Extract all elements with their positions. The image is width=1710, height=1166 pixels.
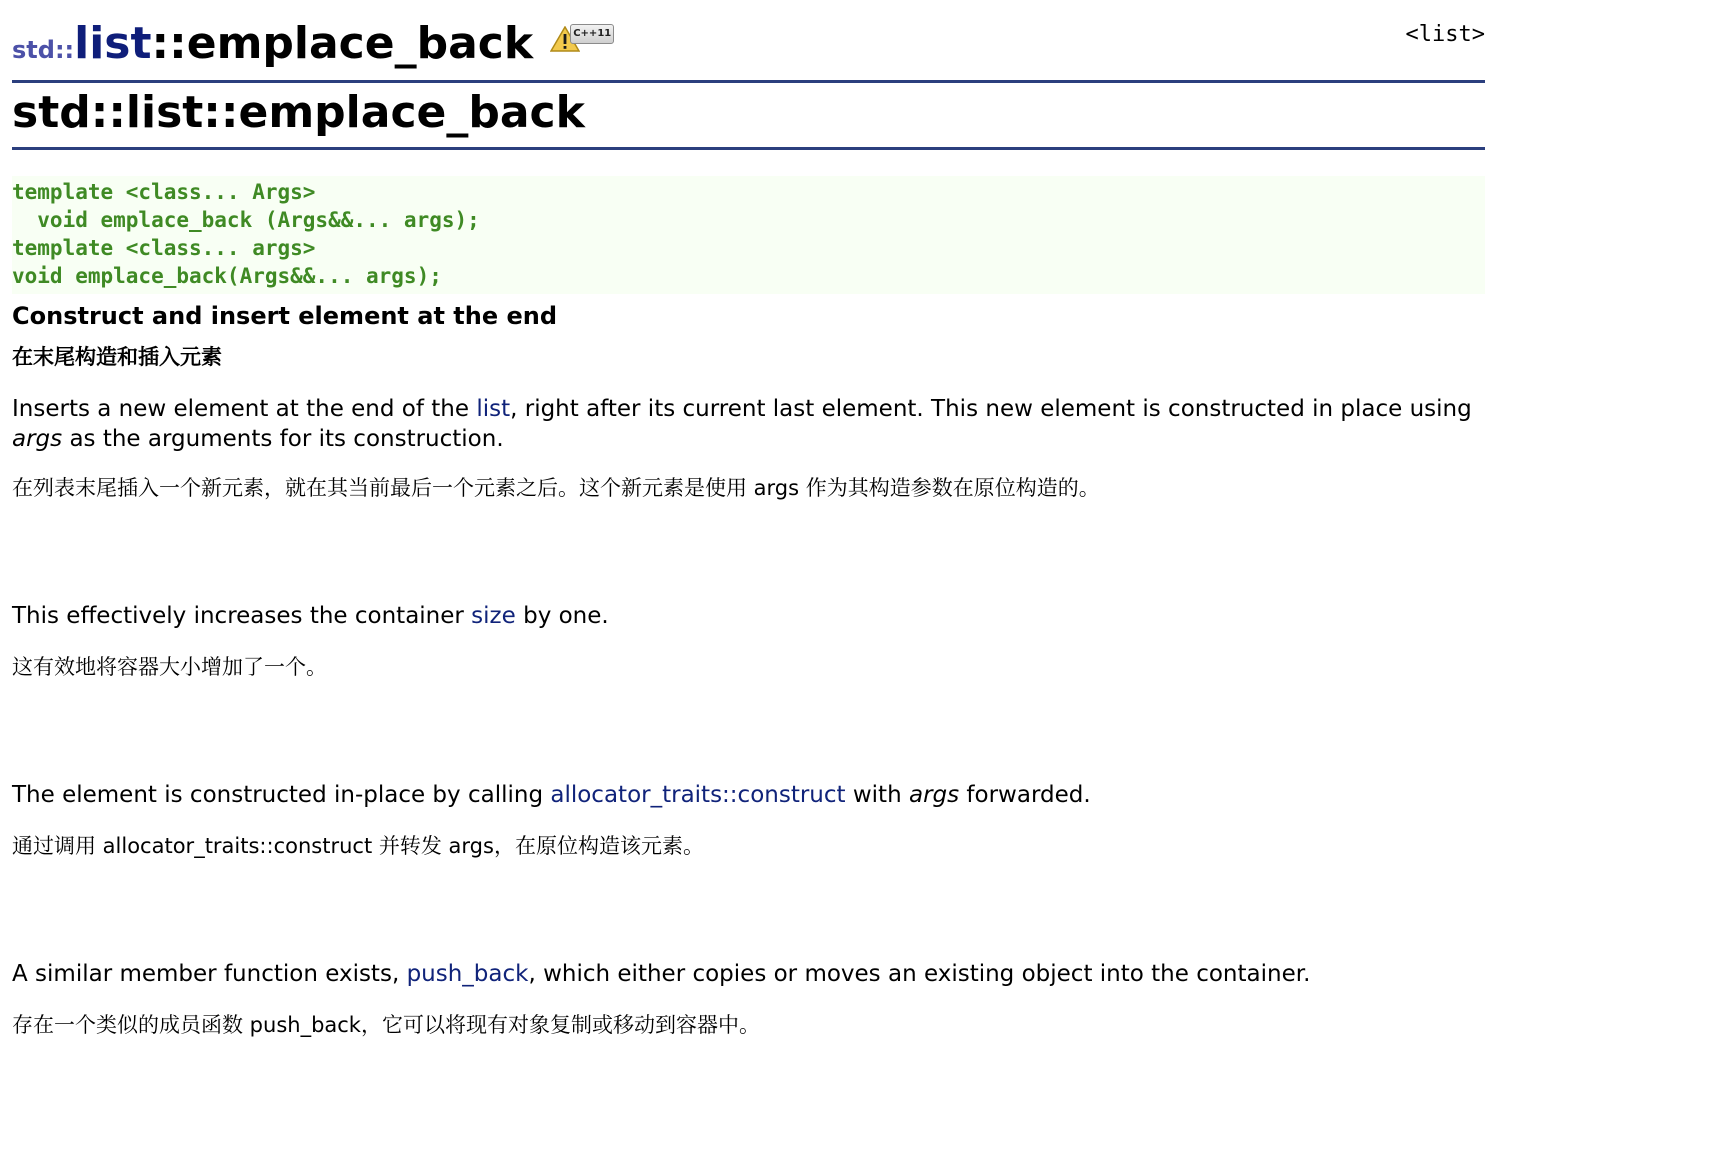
code-line: void emplace_back(Args&&... args); [12,264,442,288]
namespace-label: std:: [12,36,75,64]
args-emphasis: args [908,782,960,808]
header-title [12,18,614,69]
summary-heading-zh: 在末尾构造和插入元素 [12,345,222,369]
paragraph-text: A similar member function exists, [12,961,407,987]
paragraph-text: forwarded. [959,782,1091,808]
paragraph-size-description-zh: 这有效地将容器大小增加了一个。 [12,655,327,679]
class-link[interactable]: list [74,18,152,69]
page-content [12,0,1485,1040]
summary-heading: Construct and insert element at the end [12,302,558,330]
code-line: template <class... args> [12,236,316,260]
paragraph-insert-description-zh: 在列表末尾插入一个新元素，就在其当前最后一个元素之后。这个新元素是使用 args 作为其构造参数在原位构造的。 [12,476,1100,500]
paragraph-push-back-description [12,959,1485,989]
cpp11-badge [550,24,614,52]
code-line: void emplace_back (Args&&... args); [12,208,480,232]
paragraph-insert-description [12,394,1485,454]
header-include-link[interactable]: <list> [1405,22,1485,47]
header-bar [12,0,1485,83]
paragraph-text: by one. [515,603,609,629]
list-link[interactable]: list [476,396,511,422]
member-name: ::emplace_back [151,18,534,69]
cpp11-tag: C++11 [570,24,614,44]
args-emphasis: args [12,426,63,452]
paragraph-push-back-description-zh: 存在一个类似的成员函数 push_back，它可以将现有对象复制或移动到容器中。 [12,1013,760,1037]
code-line: template <class... Args> [12,180,316,204]
page-title: std::list::emplace_back [12,83,1485,150]
paragraph-size-description [12,601,1485,631]
paragraph-text: The element is constructed in-place by calling [12,782,551,808]
paragraph-text: as the arguments for its construction. [62,426,504,452]
paragraph-text: Inserts a new element at the end of the [12,396,477,422]
paragraph-text: This effectively increases the container [12,603,472,629]
paragraph-construct-description-zh: 通过调用 allocator_traits::construct 并转发 args，在原位构造该元素。 [12,834,704,858]
push-back-link[interactable]: push_back [406,961,529,987]
size-link[interactable]: size [471,603,516,629]
paragraph-text: , right after its current last element. This new element is constructed in place using [510,396,1472,422]
paragraph-text: with [845,782,909,808]
allocator-traits-construct-link[interactable]: allocator_traits::construct [550,782,846,808]
paragraph-construct-description [12,780,1485,810]
code-block [12,176,1485,294]
paragraph-text: , which either copies or moves an existing object into the container. [528,961,1311,987]
